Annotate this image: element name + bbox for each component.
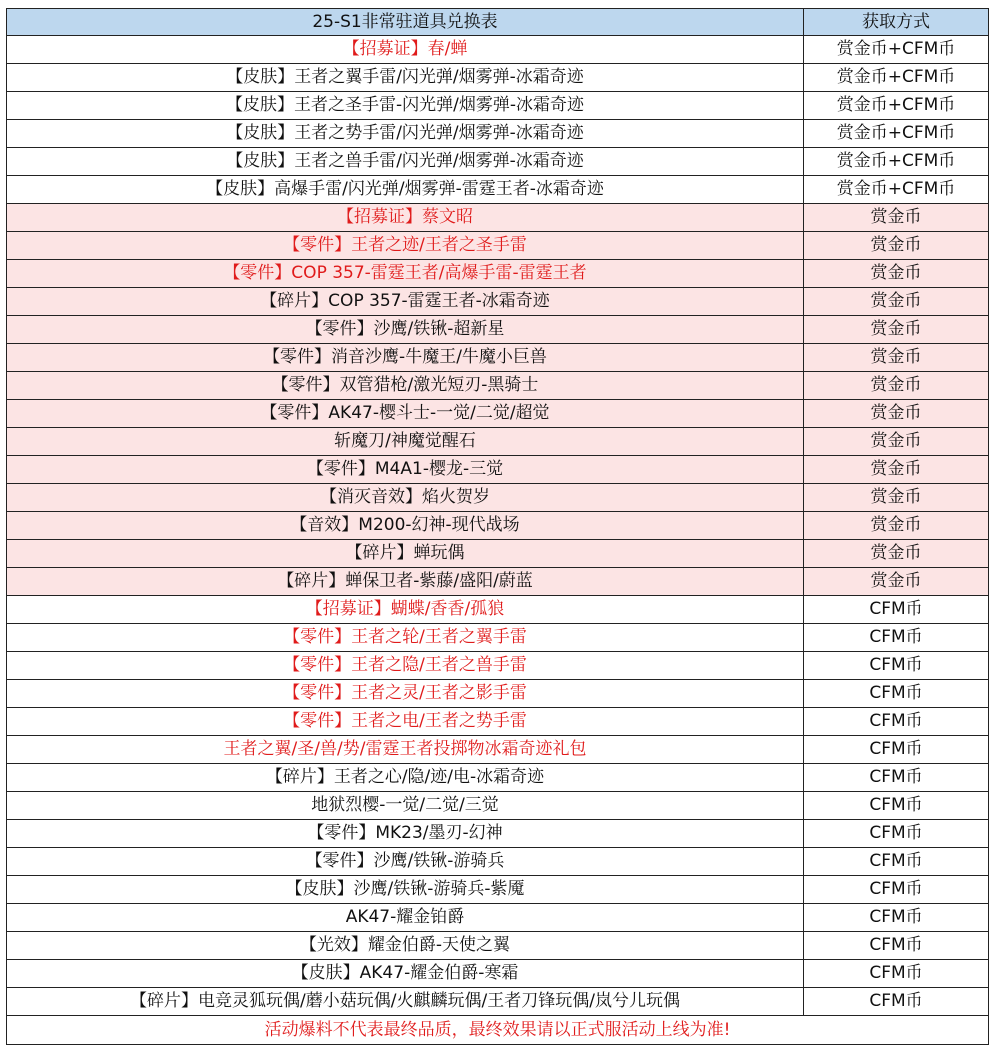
table-row	[7, 92, 989, 120]
method-cell: 赏金币	[804, 372, 989, 400]
method-cell: CFM币	[804, 624, 989, 652]
table-row	[7, 64, 989, 92]
table-row	[7, 120, 989, 148]
table-row	[7, 792, 989, 820]
footer-note: 活动爆料不代表最终品质，最终效果请以正式服活动上线为准!	[7, 1016, 989, 1045]
item-cell: 【零件】COP 357-雷霆王者/高爆手雷-雷霆王者	[7, 260, 804, 288]
item-cell: 【招募证】蔡文昭	[7, 204, 804, 232]
table-row	[7, 568, 989, 596]
method-cell: 赏金币	[804, 344, 989, 372]
method-cell: 赏金币	[804, 512, 989, 540]
table-row	[7, 288, 989, 316]
item-cell: 【招募证】蝴蝶/香香/孤狼	[7, 596, 804, 624]
method-cell: 赏金币	[804, 204, 989, 232]
item-cell: 【皮肤】王者之翼手雷/闪光弹/烟雾弹-冰霜奇迹	[7, 64, 804, 92]
table-row	[7, 232, 989, 260]
method-cell: 赏金币	[804, 568, 989, 596]
item-cell: 【光效】耀金伯爵-天使之翼	[7, 932, 804, 960]
item-cell: 【消灭音效】焰火贺岁	[7, 484, 804, 512]
method-cell: 赏金币+CFM币	[804, 148, 989, 176]
table-row	[7, 680, 989, 708]
method-cell: CFM币	[804, 820, 989, 848]
method-cell: CFM币	[804, 988, 989, 1016]
table-row	[7, 876, 989, 904]
table-row	[7, 400, 989, 428]
method-cell: CFM币	[804, 652, 989, 680]
method-cell: 赏金币+CFM币	[804, 120, 989, 148]
item-cell: 【零件】王者之隐/王者之兽手雷	[7, 652, 804, 680]
item-cell: 【零件】消音沙鹰-牛魔王/牛魔小巨兽	[7, 344, 804, 372]
method-cell: 赏金币+CFM币	[804, 92, 989, 120]
method-cell: 赏金币	[804, 260, 989, 288]
item-cell: 【零件】M4A1-樱龙-三觉	[7, 456, 804, 484]
item-cell: 【音效】M200-幻神-现代战场	[7, 512, 804, 540]
method-cell: CFM币	[804, 764, 989, 792]
table-row	[7, 652, 989, 680]
item-cell: 地狱烈樱-一觉/二觉/三觉	[7, 792, 804, 820]
table-row	[7, 708, 989, 736]
item-cell: 【碎片】电竞灵狐玩偶/蘑小菇玩偶/火麒麟玩偶/王者刀锋玩偶/岚兮儿玩偶	[7, 988, 804, 1016]
table-row	[7, 484, 989, 512]
method-cell: 赏金币	[804, 400, 989, 428]
table-row	[7, 36, 989, 64]
item-cell: 【碎片】COP 357-雷霆王者-冰霜奇迹	[7, 288, 804, 316]
item-cell: 【零件】王者之灵/王者之影手雷	[7, 680, 804, 708]
item-cell: 【碎片】王者之心/隐/迹/电-冰霜奇迹	[7, 764, 804, 792]
table-row	[7, 764, 989, 792]
method-cell: 赏金币+CFM币	[804, 36, 989, 64]
method-cell: CFM币	[804, 708, 989, 736]
method-cell: CFM币	[804, 960, 989, 988]
method-cell: 赏金币	[804, 232, 989, 260]
table-row	[7, 904, 989, 932]
item-cell: 【零件】双管猎枪/激光短刃-黑骑士	[7, 372, 804, 400]
header-item-cell: 25-S1非常驻道具兑换表	[7, 9, 804, 36]
method-cell: 赏金币+CFM币	[804, 64, 989, 92]
method-cell: 赏金币	[804, 484, 989, 512]
item-cell: 【碎片】蝉保卫者-紫藤/盛阳/蔚蓝	[7, 568, 804, 596]
table-row	[7, 428, 989, 456]
table-row	[7, 204, 989, 232]
method-cell: 赏金币	[804, 456, 989, 484]
table-row	[7, 540, 989, 568]
item-cell: 【零件】MK23/墨刃-幻神	[7, 820, 804, 848]
item-cell: 【皮肤】王者之兽手雷/闪光弹/烟雾弹-冰霜奇迹	[7, 148, 804, 176]
item-cell: AK47-耀金铂爵	[7, 904, 804, 932]
method-cell: 赏金币	[804, 540, 989, 568]
item-cell: 【皮肤】王者之圣手雷-闪光弹/烟雾弹-冰霜奇迹	[7, 92, 804, 120]
table-row	[7, 932, 989, 960]
table-row	[7, 260, 989, 288]
method-cell: 赏金币	[804, 316, 989, 344]
header-row	[7, 9, 989, 36]
method-cell: 赏金币+CFM币	[804, 176, 989, 204]
exchange-table	[6, 8, 989, 1045]
method-cell: CFM币	[804, 680, 989, 708]
table-row	[7, 512, 989, 540]
item-cell: 【零件】王者之迹/王者之圣手雷	[7, 232, 804, 260]
table-row	[7, 176, 989, 204]
table-row	[7, 316, 989, 344]
method-cell: CFM币	[804, 904, 989, 932]
table-row	[7, 624, 989, 652]
item-cell: 王者之翼/圣/兽/势/雷霆王者投掷物冰霜奇迹礼包	[7, 736, 804, 764]
table-row	[7, 148, 989, 176]
item-cell: 斩魔刀/神魔觉醒石	[7, 428, 804, 456]
item-cell: 【零件】王者之电/王者之势手雷	[7, 708, 804, 736]
method-cell: 赏金币	[804, 288, 989, 316]
item-cell: 【零件】AK47-樱斗士-一觉/二觉/超觉	[7, 400, 804, 428]
footer-row	[7, 1016, 989, 1045]
item-cell: 【皮肤】高爆手雷/闪光弹/烟雾弹-雷霆王者-冰霜奇迹	[7, 176, 804, 204]
table-row	[7, 372, 989, 400]
header-method-cell: 获取方式	[804, 9, 989, 36]
method-cell: CFM币	[804, 736, 989, 764]
method-cell: CFM币	[804, 848, 989, 876]
item-cell: 【碎片】蝉玩偶	[7, 540, 804, 568]
table-row	[7, 596, 989, 624]
method-cell: CFM币	[804, 596, 989, 624]
item-cell: 【零件】王者之轮/王者之翼手雷	[7, 624, 804, 652]
item-cell: 【皮肤】AK47-耀金伯爵-寒霜	[7, 960, 804, 988]
table-row	[7, 988, 989, 1016]
table-body	[7, 36, 989, 1016]
table-row	[7, 736, 989, 764]
item-cell: 【皮肤】沙鹰/铁锹-游骑兵-紫魇	[7, 876, 804, 904]
table-row	[7, 848, 989, 876]
method-cell: CFM币	[804, 792, 989, 820]
item-cell: 【招募证】春/蝉	[7, 36, 804, 64]
table-row	[7, 820, 989, 848]
item-cell: 【皮肤】王者之势手雷/闪光弹/烟雾弹-冰霜奇迹	[7, 120, 804, 148]
method-cell: CFM币	[804, 932, 989, 960]
item-cell: 【零件】沙鹰/铁锹-游骑兵	[7, 848, 804, 876]
table-row	[7, 344, 989, 372]
table-row	[7, 960, 989, 988]
method-cell: 赏金币	[804, 428, 989, 456]
table-row	[7, 456, 989, 484]
item-cell: 【零件】沙鹰/铁锹-超新星	[7, 316, 804, 344]
method-cell: CFM币	[804, 876, 989, 904]
